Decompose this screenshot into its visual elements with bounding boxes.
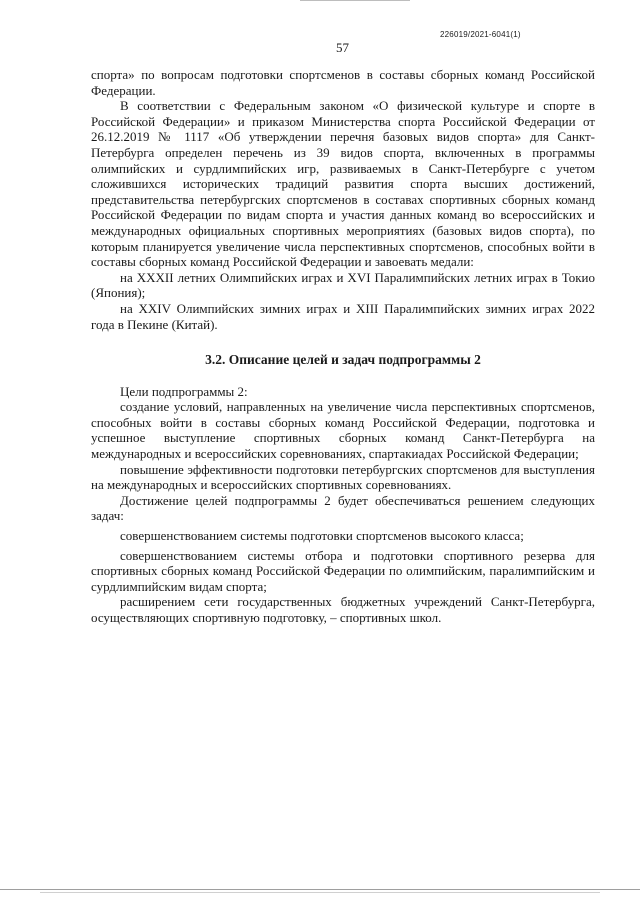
section-heading: 3.2. Описание целей и задач подпрограммы 2 — [205, 352, 481, 368]
paragraph-task-2: совершенствованием системы отбора и подготовки спортивного резерва для спортивных сборных команд Российской Федерации по олимпийским, паралимпийским и сурдлимпийским видам спорта; — [91, 547, 595, 594]
paragraph-task-3: расширением сети государственных бюджетных учреждений Санкт-Петербурга, осуществляющих спортивную подготовку, – спортивных школ. — [91, 594, 595, 625]
paragraph-federal-law: В соответствии с Федеральным законом «О физической культуре и спорте в Российской Федерации» и приказом Министерства спорта Российской Федерации от 26.12.2019 № 1117 «Об утверждении перечня базовых видов спорта» для Санкт-Петербурга определен перечень из 39 видов спорта, включенных в программы олимпийских и сурдлимпийских игр, развиваемых в Санкт-Петербурге с учетом сложившихся исторических традиций развития спорта высших достижений, представительства петербургских спортсменов в составах спортивных сборных команд Российской Федерации по видам спорта и участия данных команд во всероссийских и международных официальных спортивных мероприятиях (базовых видов спорта), по которым планируется увеличение числа перспективных спортсменов, способных войти в составы сборных команд Российской Федерации и завоевать медали: — [91, 98, 595, 270]
paragraph-goal-2: повышение эффективности подготовки петербургских спортсменов для выступления на международных и всероссийских спортивных соревнованиях. — [91, 461, 595, 493]
document-body — [91, 67, 595, 626]
paragraph-task-1: совершенствованием системы подготовки спортсменов высокого класса; — [120, 528, 524, 544]
paragraph-tokyo-games: на XXXII летних Олимпийских играх и XVI Паралимпийских летних играх в Токио (Япония); — [91, 269, 595, 301]
paragraph-goals-title: Цели подпрограммы 2: — [120, 383, 248, 399]
bottom-scan-line — [0, 889, 640, 890]
paragraph-goal-1: создание условий, направленных на увеличение числа перспективных спортсменов, способных войти в составы сборных команд Российской Федерации, подготовка и успешное выступление спортивных сборных команд Санкт-Петербурга на международных и всероссийских соревнованиях, спартакиадах Российской Федерации; — [91, 399, 595, 462]
top-scan-line — [300, 0, 410, 1]
document-number: 226019/2021-6041(1) — [440, 30, 521, 39]
bottom-scan-line-secondary — [40, 892, 600, 893]
paragraph-beijing-games: на XXIV Олимпийских зимних играх и XIII Паралимпийских зимних играх 2022 года в Пекине (Китай). — [91, 300, 595, 332]
paragraph-tasks-intro: Достижение целей подпрограммы 2 будет обеспечиваться решением следующих задач: — [91, 492, 595, 524]
paragraph-continuation: спорта» по вопросам подготовки спортсменов в составы сборных команд Российской Федерации. — [91, 67, 595, 98]
page-number: 57 — [336, 40, 349, 55]
